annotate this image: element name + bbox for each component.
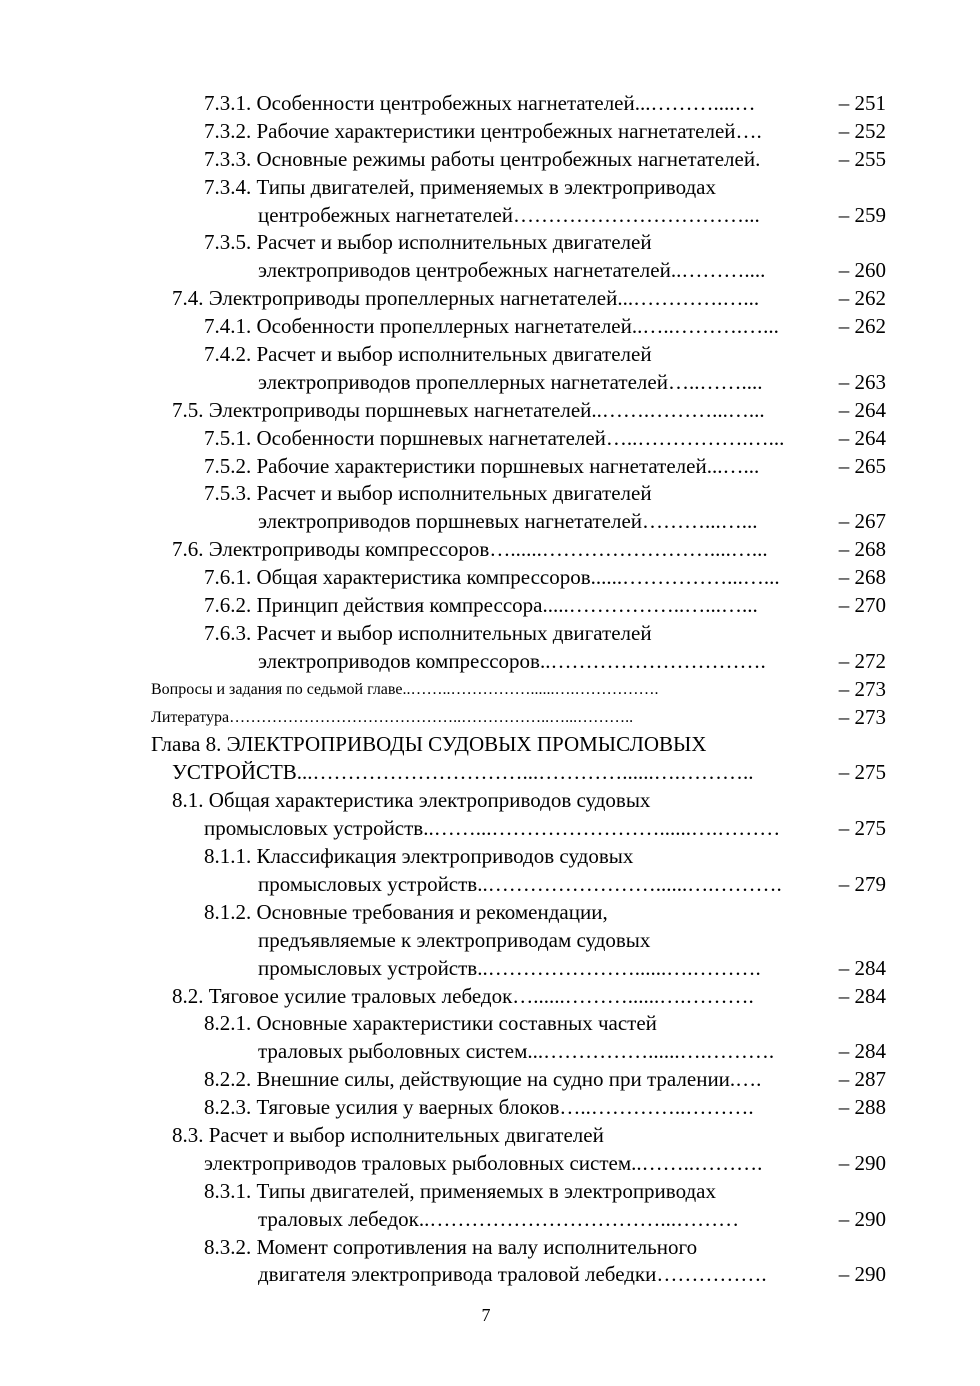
toc-line [0, 1261, 980, 1289]
toc-line [0, 146, 980, 174]
toc-entry-title: 7.5.1. Особенности поршневых нагнетателей…..…………….…... [204, 425, 785, 450]
toc-page-number: – 265 [838, 453, 886, 478]
toc-line [0, 648, 980, 676]
toc-entry-title: Глава 8. ЭЛЕКТРОПРИВОДЫ СУДОВЫХ ПРОМЫСЛОВЫХ [151, 732, 707, 757]
toc-page-number: – 287 [838, 1067, 886, 1092]
toc-line [0, 1094, 980, 1122]
toc-page-number: – 273 [838, 676, 886, 701]
toc-line [0, 899, 980, 927]
toc-entry-title: 7.5.3. Расчет и выбор исполнительных двигателей [204, 481, 652, 506]
toc-page-number: – 264 [838, 425, 886, 450]
toc-entry-title: промысловых устройств..……...……………………......….……… [204, 816, 781, 841]
toc-entry-title: 7.6. Электроприводы компрессоров…......……………………....…... [172, 537, 768, 562]
toc-entry [0, 285, 980, 313]
toc-entry-title: 8.3.2. Момент сопротивления на валу исполнительного [204, 1234, 698, 1259]
toc-line [0, 90, 980, 118]
toc-line [0, 759, 980, 787]
toc-line [0, 229, 980, 257]
toc-entry [0, 1010, 980, 1066]
toc-entry-title: центробежных нагнетателей……………………………... [258, 202, 760, 227]
toc-entry-title: 7.4.1. Особенности пропеллерных нагнетателей..…..……….…... [204, 314, 779, 339]
toc-entry-title: 7.6.1. Общая характеристика компрессоров......……………...…... [204, 565, 780, 590]
table-of-contents [0, 90, 980, 1289]
toc-entry [0, 1094, 980, 1122]
toc-entry [0, 564, 980, 592]
toc-line [0, 731, 980, 759]
toc-line [0, 815, 980, 843]
toc-entry-title: 7.4.2. Расчет и выбор исполнительных двигателей [204, 342, 652, 367]
toc-entry-title: двигателя электропривода траловой лебедки……………. [258, 1262, 767, 1287]
toc-line [0, 704, 980, 732]
toc-page-number: – 262 [838, 314, 886, 339]
toc-line [0, 257, 980, 285]
toc-entry [0, 146, 980, 174]
toc-entry-title: 7.4. Электроприводы пропеллерных нагнетателей...………….…... [172, 286, 760, 311]
toc-entry-title: электроприводов компрессоров..…………………………. [258, 648, 766, 673]
toc-entry [0, 453, 980, 481]
toc-entry [0, 229, 980, 285]
toc-line [0, 202, 980, 230]
toc-line [0, 983, 980, 1011]
toc-entry-title: 7.3.2. Рабочие характеристики центробежных нагнетателей…. [204, 118, 762, 143]
toc-entry-title: 7.5. Электроприводы поршневых нагнетателей..…….………...…... [172, 397, 765, 422]
toc-page-number: – 288 [838, 1095, 886, 1120]
toc-page-number: – 275 [838, 816, 886, 841]
toc-page-number: – 267 [838, 509, 886, 534]
toc-entry-title: траловых рыболовных систем...……………......….………. [258, 1039, 775, 1064]
toc-entry [0, 592, 980, 620]
toc-entry-title: промысловых устройств..…………………......….………. [258, 955, 761, 980]
toc-entry-title: 7.5.2. Рабочие характеристики поршневых нагнетателей...…... [204, 453, 760, 478]
toc-page-number: – 262 [838, 286, 886, 311]
toc-line [0, 453, 980, 481]
toc-line [0, 1010, 980, 1038]
toc-entry-title: 8.1.1. Классификация электроприводов судовых [204, 844, 634, 869]
toc-line [0, 620, 980, 648]
toc-entry-title: 7.3.3. Основные режимы работы центробежных нагнетателей. [204, 146, 761, 171]
toc-entry [0, 899, 980, 983]
toc-entry-title: 7.3.4. Типы двигателей, применяемых в электроприводах [204, 174, 716, 199]
toc-line [0, 1066, 980, 1094]
toc-entry [0, 1234, 980, 1290]
toc-page-number: – 279 [838, 871, 886, 896]
toc-entry [0, 118, 980, 146]
toc-entry-title: Литература……………………………………..……………..…...……….. [151, 708, 634, 726]
toc-line [0, 285, 980, 313]
toc-entry-title: электроприводов траловых рыболовных систем..……..………. [204, 1150, 763, 1175]
toc-line [0, 480, 980, 508]
toc-entry-title: 8.2.2. Внешние силы, действующие на судно при тралении.…. [204, 1067, 762, 1092]
toc-entry-title: 8.2.1. Основные характеристики составных частей [204, 1011, 657, 1036]
toc-line [0, 397, 980, 425]
toc-line [0, 676, 980, 704]
toc-entry [0, 397, 980, 425]
toc-entry [0, 704, 980, 732]
toc-entry-title: Вопросы и задания по седьмой главе..……..……………......….……………. [151, 680, 659, 698]
toc-entry-title: 8.2. Тяговое усилие траловых лебедок…......………......….………. [172, 983, 754, 1008]
toc-page-number: – 268 [838, 537, 886, 562]
toc-line [0, 927, 980, 955]
toc-line [0, 313, 980, 341]
toc-entry [0, 425, 980, 453]
toc-line [0, 871, 980, 899]
toc-line [0, 1038, 980, 1066]
toc-line [0, 425, 980, 453]
toc-entry [0, 1122, 980, 1178]
toc-entry-title: траловых лебедок..……………………………...……… [258, 1206, 740, 1231]
toc-page-number: – 284 [838, 955, 886, 980]
toc-entry-title: 7.6.2. Принцип действия компрессора.....……………..…...…... [204, 593, 758, 618]
toc-line [0, 174, 980, 202]
toc-line [0, 1178, 980, 1206]
page-number: 7 [481, 1305, 491, 1325]
toc-line [0, 1206, 980, 1234]
toc-page-number: – 259 [838, 202, 886, 227]
toc-page-number: – 263 [838, 369, 886, 394]
toc-line [0, 564, 980, 592]
toc-entry [0, 174, 980, 230]
toc-line [0, 955, 980, 983]
toc-line [0, 592, 980, 620]
toc-page-number: – 270 [838, 593, 886, 618]
toc-line [0, 369, 980, 397]
toc-entry [0, 676, 980, 704]
toc-entry-title: 7.3.1. Особенности центробежных нагнетателей...………....… [204, 91, 756, 115]
toc-entry-title: 8.1.2. Основные требования и рекомендации, [204, 899, 608, 924]
toc-line [0, 1122, 980, 1150]
toc-line [0, 843, 980, 871]
toc-line [0, 508, 980, 536]
toc-page-number: – 273 [838, 704, 886, 729]
toc-page-number: – 284 [838, 1039, 886, 1064]
toc-line [0, 536, 980, 564]
toc-page-number: – 275 [838, 760, 886, 785]
toc-entry [0, 843, 980, 899]
toc-entry-title: 8.3. Расчет и выбор исполнительных двигателей [172, 1122, 604, 1147]
toc-entry-title: электроприводов пропеллерных нагнетателей…..…….... [258, 369, 763, 394]
toc-page-number: – 255 [838, 146, 886, 171]
toc-page-number: – 290 [838, 1262, 886, 1287]
toc-page-number: – 264 [838, 397, 886, 422]
toc-entry-title: электроприводов поршневых нагнетателей………...…... [258, 509, 758, 534]
toc-page-number: – 290 [838, 1206, 886, 1231]
toc-page-number: – 251 [838, 91, 886, 115]
toc-entry-title: 8.2.3. Тяговые усилия у ваерных блоков…..…………..………. [204, 1095, 754, 1120]
toc-entry [0, 341, 980, 397]
toc-entry-title: электроприводов центробежных нагнетателей..……….... [258, 258, 766, 283]
toc-entry-title: 7.3.5. Расчет и выбор исполнительных двигателей [204, 230, 652, 255]
toc-page-number: – 284 [838, 983, 886, 1008]
toc-entry [0, 480, 980, 536]
toc-entry [0, 787, 980, 843]
toc-entry [0, 313, 980, 341]
toc-entry [0, 731, 980, 787]
toc-entry-title: 8.3.1. Типы двигателей, применяемых в электроприводах [204, 1178, 716, 1203]
toc-line [0, 787, 980, 815]
toc-entry-title: промысловых устройств..……………………......….………. [258, 871, 782, 896]
toc-page-number: – 260 [838, 258, 886, 283]
toc-page-number: – 268 [838, 565, 886, 590]
toc-entry [0, 90, 980, 118]
toc-line [0, 341, 980, 369]
toc-page-number: – 290 [838, 1150, 886, 1175]
toc-entry [0, 983, 980, 1011]
toc-line [0, 1150, 980, 1178]
toc-line [0, 118, 980, 146]
toc-entry-title: предъявляемые к электроприводам судовых [258, 927, 651, 952]
toc-page-number: – 272 [838, 648, 886, 673]
toc-entry [0, 620, 980, 676]
toc-entry-title: УСТРОЙСТВ...…………………………...…………......….……….. [172, 760, 754, 785]
toc-entry-title: 7.6.3. Расчет и выбор исполнительных двигателей [204, 620, 652, 645]
toc-entry [0, 1066, 980, 1094]
toc-entry [0, 536, 980, 564]
toc-page-number: – 252 [838, 118, 886, 143]
toc-line [0, 1234, 980, 1262]
toc-entry [0, 1178, 980, 1234]
toc-entry-title: 8.1. Общая характеристика электроприводов судовых [172, 788, 651, 813]
